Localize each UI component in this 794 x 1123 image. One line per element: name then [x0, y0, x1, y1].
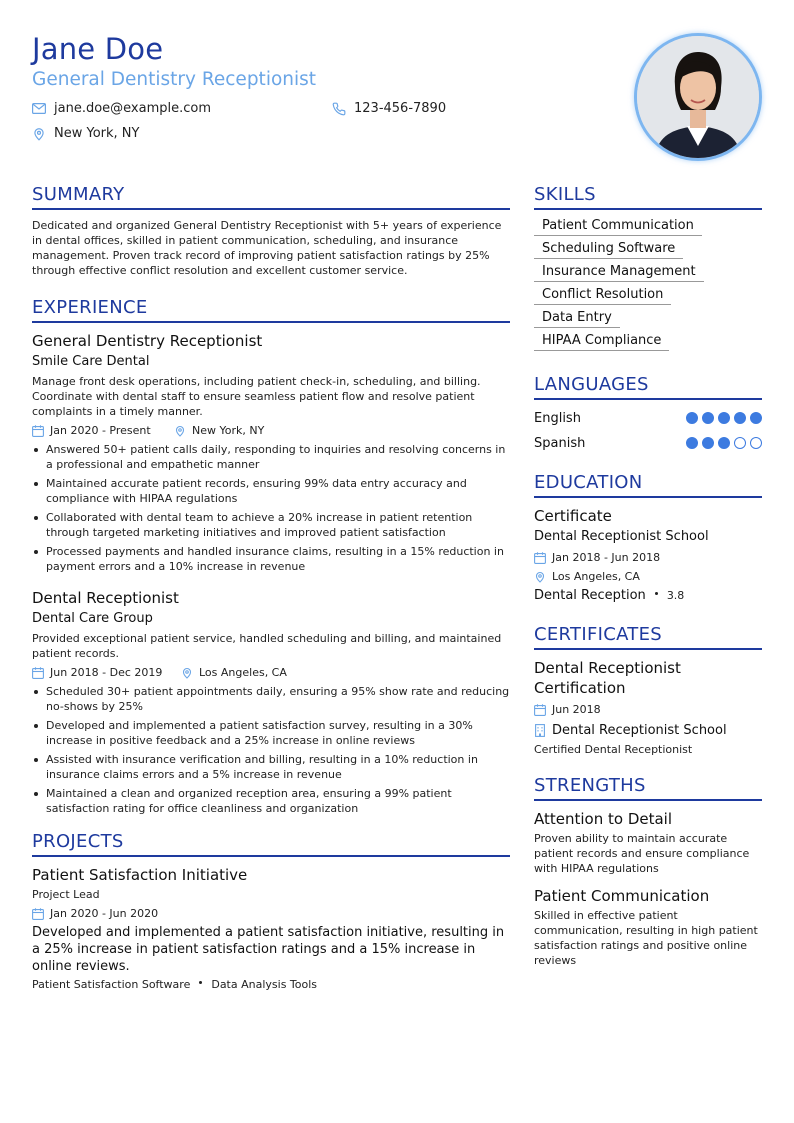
contact-email[interactable]	[32, 101, 332, 116]
project-dates: Jan 2020 - Jun 2020	[32, 907, 158, 920]
certificate-entry	[534, 658, 762, 756]
project-tools	[32, 978, 510, 991]
building-icon	[534, 724, 546, 737]
list-item: Developed and implemented a patient satisfaction survey, resulting in a 30% increase in positive feedback and a 25% increase in online reviews	[32, 718, 510, 748]
job-meta	[32, 423, 510, 438]
rating-dot-empty	[750, 437, 762, 449]
rating-dot-filled	[718, 437, 730, 449]
project-description: Developed and implemented a patient satisfaction initiative, resulting in a 25% increase in patient satisfaction ratings and a 15% increase in online reviews.	[32, 925, 505, 974]
summary-text: Dedicated and organized General Dentistry Receptionist with 5+ years of experience in dental offices, skilled in patient communication, scheduling, and insurance management. Proven track record of improving patient satisfaction ratings by 25% through effective conflict resolution and excellent customer service.	[32, 219, 502, 277]
project-role: Project Lead	[32, 888, 100, 901]
phone-text: 123-456-7890	[354, 101, 447, 116]
project-entry	[32, 865, 510, 991]
skill-tag: Scheduling Software	[534, 240, 683, 259]
job-description: Manage front desk operations, including patient check-in, scheduling, and billing. Coordinate with dental staff to ensure seamless patient flow and resolve patient complaints in a timely manner.	[32, 375, 481, 418]
candidate-name: Jane Doe	[32, 32, 164, 66]
strengths-heading: STRENGTHS	[534, 774, 762, 801]
skills-heading: SKILLS	[534, 183, 762, 210]
projects-heading: PROJECTS	[32, 830, 510, 857]
experience-heading: EXPERIENCE	[32, 296, 510, 323]
job-entry	[32, 331, 510, 574]
strength-entry	[534, 809, 762, 876]
resume-header	[32, 30, 592, 143]
job-dates: Jan 2020 - Present	[32, 424, 174, 437]
certificate-issuer-row	[534, 721, 762, 739]
skills-list	[534, 217, 762, 355]
project-meta	[32, 906, 510, 921]
calendar-icon	[32, 425, 44, 437]
list-item: Assisted with insurance verification and billing, resulting in a 10% reduction in insurance claims errors and a 5% increase in revenue	[32, 752, 510, 782]
job-location: New York, NY	[174, 424, 264, 437]
list-item: Answered 50+ patient calls daily, responding to inquiries and resolving concerns in a professional and empathetic manner	[32, 442, 510, 472]
list-item: Maintained a clean and organized reception area, ensuring a 99% patient satisfaction rating for office cleanliness and organization	[32, 786, 510, 816]
language-name: Spanish	[534, 435, 586, 451]
languages-heading: LANGUAGES	[534, 373, 762, 400]
rating-dot-filled	[734, 412, 746, 424]
email-text: jane.doe@example.com	[54, 101, 212, 116]
job-title: General Dentistry Receptionist	[32, 332, 263, 350]
skill-tag: Patient Communication	[534, 217, 702, 236]
location-pin-icon	[174, 425, 186, 437]
certificate-issuer: Dental Receptionist School	[552, 722, 727, 738]
location-pin-icon	[534, 571, 546, 583]
job-title: Dental Receptionist	[32, 589, 179, 607]
skill-tag: Insurance Management	[534, 263, 704, 282]
strength-entry	[534, 886, 762, 968]
education-dates: Jan 2018 - Jun 2018	[534, 550, 762, 565]
certificate-title: Dental Receptionist Certification	[534, 659, 681, 697]
job-meta	[32, 665, 510, 680]
contact-phone[interactable]	[332, 101, 446, 116]
languages-list	[534, 408, 762, 453]
contact-row-2	[32, 124, 592, 143]
skill-tag: Conflict Resolution	[534, 286, 671, 305]
rating-dot-empty	[734, 437, 746, 449]
job-bullets	[32, 442, 510, 574]
calendar-icon	[534, 552, 546, 564]
certificate-date: Jun 2018	[534, 702, 762, 717]
rating-dot-filled	[718, 412, 730, 424]
candidate-title: General Dentistry Receptionist	[32, 69, 317, 90]
location-text: New York, NY	[54, 126, 140, 141]
language-rating	[682, 437, 762, 449]
job-description: Provided exceptional patient service, handled scheduling and billing, and maintained patient records.	[32, 632, 502, 660]
education-heading: EDUCATION	[534, 471, 762, 498]
calendar-icon	[534, 704, 546, 716]
education-gpa-row	[534, 588, 762, 603]
skill-tag: Data Entry	[534, 309, 620, 328]
language-row	[534, 408, 762, 428]
rating-dot-filled	[750, 412, 762, 424]
project-tool: Data Analysis Tools	[211, 978, 318, 991]
location-pin-icon	[32, 127, 46, 141]
phone-icon	[332, 102, 346, 116]
right-column	[534, 183, 762, 978]
location-pin-icon	[181, 667, 193, 679]
strength-title: Attention to Detail	[534, 810, 673, 828]
education-school: Dental Receptionist School	[534, 529, 709, 544]
education-field: Dental Reception	[534, 588, 646, 603]
rating-dot-filled	[702, 437, 714, 449]
certificate-description: Certified Dental Receptionist	[534, 743, 693, 756]
project-tool: Patient Satisfaction Software	[32, 978, 191, 991]
profile-photo	[634, 33, 762, 161]
contact-row	[32, 99, 592, 118]
language-rating	[682, 412, 762, 424]
education-degree: Certificate	[534, 507, 612, 525]
rating-dot-filled	[686, 412, 698, 424]
job-entry	[32, 588, 510, 816]
rating-dot-filled	[686, 437, 698, 449]
job-company: Dental Care Group	[32, 611, 153, 626]
separator-dot	[199, 981, 202, 984]
job-location: Los Angeles, CA	[181, 666, 287, 679]
language-name: English	[534, 410, 581, 426]
strength-title: Patient Communication	[534, 887, 710, 905]
project-title: Patient Satisfaction Initiative	[32, 866, 248, 884]
job-company: Smile Care Dental	[32, 354, 150, 369]
list-item: Maintained accurate patient records, ensuring 99% data entry accuracy and compliance with HIPAA regulations	[32, 476, 510, 506]
strength-description: Skilled in effective patient communication, resulting in high patient satisfaction ratings and positive online reviews	[534, 909, 758, 967]
skill-tag: HIPAA Compliance	[534, 332, 669, 351]
education-gpa: 3.8	[666, 589, 685, 602]
job-bullets	[32, 684, 510, 816]
language-row	[534, 433, 762, 453]
summary-heading: SUMMARY	[32, 183, 510, 210]
certificates-heading: CERTIFICATES	[534, 623, 762, 650]
calendar-icon	[32, 667, 44, 679]
list-item: Processed payments and handled insurance claims, resulting in a 15% reduction in payment errors and a 10% increase in revenue	[32, 544, 510, 574]
education-location: Los Angeles, CA	[534, 569, 762, 584]
education-entry	[534, 506, 762, 603]
mail-icon	[32, 103, 46, 114]
list-item: Collaborated with dental team to achieve a 20% increase in patient retention through targeted marketing initiatives and improved patient satisfaction	[32, 510, 510, 540]
left-column	[32, 183, 510, 991]
rating-dot-filled	[702, 412, 714, 424]
job-dates: Jun 2018 - Dec 2019	[32, 666, 181, 679]
profile-portrait	[637, 36, 759, 158]
strength-description: Proven ability to maintain accurate patient records and ensure compliance with HIPAA regulations	[534, 832, 750, 875]
contact-location	[32, 126, 139, 141]
list-item: Scheduled 30+ patient appointments daily, ensuring a 95% show rate and reducing no-shows by 25%	[32, 684, 510, 714]
calendar-icon	[32, 908, 44, 920]
separator-dot	[655, 592, 658, 595]
